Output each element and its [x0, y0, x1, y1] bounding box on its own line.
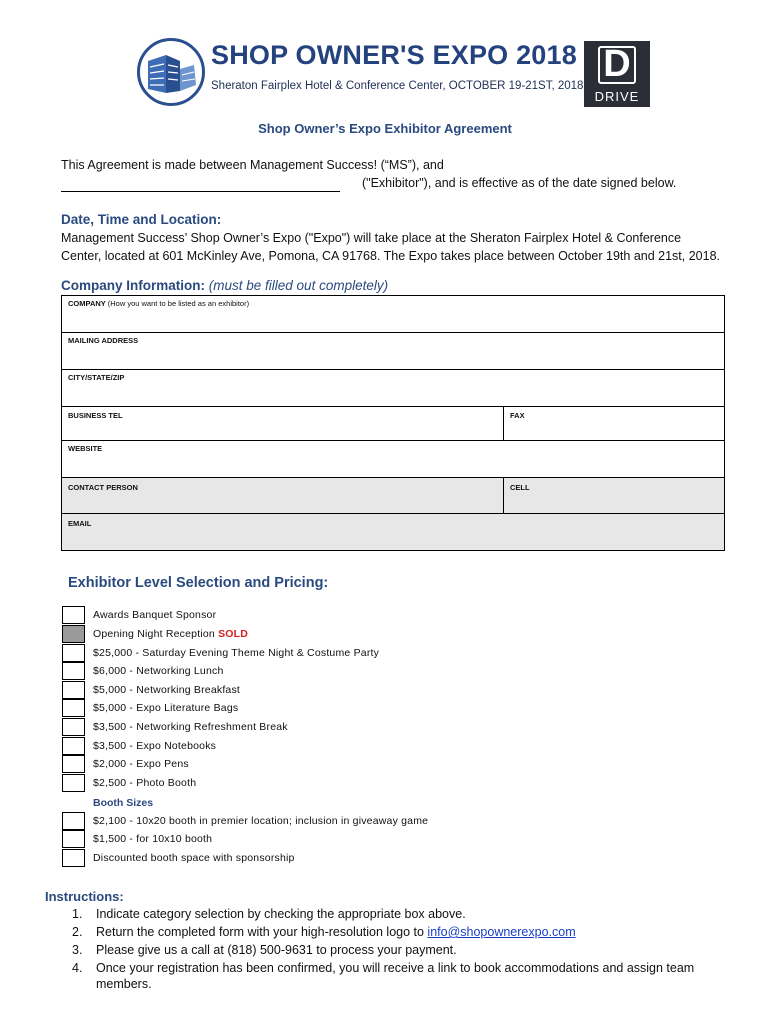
email-row[interactable] — [62, 514, 724, 550]
checkbox-opening-night[interactable] — [62, 625, 85, 643]
business-tel-label: BUSINESS TEL — [68, 411, 123, 420]
date-section-line-2: Center, located at 601 McKinley Ave, Pomona, CA 91768. The Expo takes place between October 19th and 21st, 2018. — [61, 249, 720, 263]
checkbox-networking-lunch[interactable] — [62, 662, 85, 680]
tel-fax-divider — [503, 407, 504, 440]
checkbox-booth-10x20[interactable] — [62, 812, 85, 830]
checkbox-discounted-booth[interactable] — [62, 849, 85, 867]
checkbox-expo-notebooks[interactable] — [62, 737, 85, 755]
expo-subtitle: Sheraton Fairplex Hotel & Conference Center, OCTOBER 19-21ST, 2018 — [211, 80, 584, 92]
mailing-address-label: MAILING ADDRESS — [68, 336, 139, 345]
instruction-number-2: 2. — [72, 925, 83, 939]
date-section-heading: Date, Time and Location: — [61, 212, 222, 227]
booth-sizes-heading: Booth Sizes — [93, 797, 154, 809]
instruction-text-3: Please give us a call at (818) 500-9631 to process your payment. — [96, 943, 457, 957]
checkbox-expo-pens[interactable] — [62, 755, 85, 773]
drive-logo-word: DRIVE — [594, 89, 640, 104]
instructions-heading: Instructions: — [45, 889, 124, 904]
intro-line-2: ("Exhibitor"), and is effective as of the date signed below. — [362, 176, 677, 190]
instruction-number-4: 4. — [72, 961, 83, 975]
item-refreshment-break: $3,500 - Networking Refreshment Break — [93, 721, 288, 733]
instruction-text-2-body: Return the completed form with your high-resolution logo to — [96, 925, 428, 939]
instruction-text-4-cont: members. — [96, 977, 152, 991]
item-booth-10x20: $2,100 - 10x20 booth in premier location; inclusion in giveaway game — [93, 815, 429, 827]
item-awards-banquet: Awards Banquet Sponsor — [93, 609, 217, 621]
checkbox-theme-night[interactable] — [62, 644, 85, 662]
city-state-zip-label: CITY/STATE/ZIP — [68, 373, 125, 382]
company-heading-text: Company Information: — [61, 278, 205, 293]
company-heading-note: (must be filled out completely) — [208, 278, 389, 293]
item-photo-booth: $2,500 - Photo Booth — [93, 777, 197, 789]
exhibitor-name-blank[interactable] — [61, 191, 340, 192]
company-label-note: (How you want to be listed as an exhibitor) — [107, 299, 250, 308]
checkbox-photo-booth[interactable] — [62, 774, 85, 792]
instruction-number-3: 3. — [72, 943, 83, 957]
email-label: EMAIL — [68, 519, 92, 528]
checkbox-refreshment-break[interactable] — [62, 718, 85, 736]
email-link[interactable]: info@shopownerexpo.com — [427, 925, 576, 939]
drive-logo-letter: D — [603, 43, 631, 85]
item-discounted-booth: Discounted booth space with sponsorship — [93, 852, 295, 864]
expo-title: SHOP OWNER'S EXPO 2018 — [211, 40, 577, 70]
contact-person-label: CONTACT PERSON — [68, 483, 138, 492]
contact-cell-divider — [503, 478, 504, 513]
checkbox-awards-banquet[interactable] — [62, 606, 85, 624]
business-tel-row[interactable] — [62, 407, 724, 441]
item-booth-10x10: $1,500 - for 10x10 booth — [93, 833, 213, 845]
exhibitor-section-heading: Exhibitor Level Selection and Pricing: — [68, 575, 329, 591]
checkbox-booth-10x10[interactable] — [62, 830, 85, 848]
instruction-number-1: 1. — [72, 907, 83, 921]
city-state-zip-row[interactable] — [62, 370, 724, 407]
mailing-address-row[interactable] — [62, 333, 724, 370]
date-section-line-1: Management Success’ Shop Owner’s Expo ("Expo") will take place at the Sheraton Fairplex Hotel & Conference — [61, 231, 682, 245]
company-info-table — [61, 295, 725, 551]
item-networking-breakfast: $5,000 - Networking Breakfast — [93, 684, 241, 696]
company-label — [68, 299, 249, 308]
item-opening-night — [93, 628, 248, 640]
company-row[interactable] — [62, 296, 724, 333]
instruction-text-2 — [96, 925, 576, 939]
building-icon — [146, 51, 198, 97]
contact-person-row[interactable] — [62, 478, 724, 514]
expo-header — [137, 38, 657, 110]
item-opening-night-text: Opening Night Reception — [93, 628, 215, 640]
instruction-text-1: Indicate category selection by checking the appropriate box above. — [96, 907, 466, 921]
expo-logo — [137, 38, 205, 106]
item-literature-bags: $5,000 - Expo Literature Bags — [93, 702, 239, 714]
website-label: WEBSITE — [68, 444, 103, 453]
website-row[interactable] — [62, 441, 724, 478]
item-expo-notebooks: $3,500 - Expo Notebooks — [93, 740, 217, 752]
item-expo-pens: $2,000 - Expo Pens — [93, 758, 189, 770]
fax-label: FAX — [510, 411, 525, 420]
drive-logo — [584, 41, 650, 107]
company-section-heading — [61, 278, 388, 293]
document-title: Shop Owner’s Expo Exhibitor Agreement — [258, 121, 512, 136]
item-networking-lunch: $6,000 - Networking Lunch — [93, 665, 224, 677]
cell-label: CELL — [510, 483, 530, 492]
intro-line-1: This Agreement is made between Management Success! (“MS”), and — [61, 158, 444, 172]
checkbox-networking-breakfast[interactable] — [62, 681, 85, 699]
checkbox-literature-bags[interactable] — [62, 699, 85, 717]
sold-badge: SOLD — [218, 628, 249, 640]
instruction-text-4: Once your registration has been confirmed, you will receive a link to book accommodations and assign team — [96, 961, 695, 975]
item-theme-night: $25,000 - Saturday Evening Theme Night & Costume Party — [93, 647, 380, 659]
company-label-text: COMPANY — [68, 299, 106, 308]
